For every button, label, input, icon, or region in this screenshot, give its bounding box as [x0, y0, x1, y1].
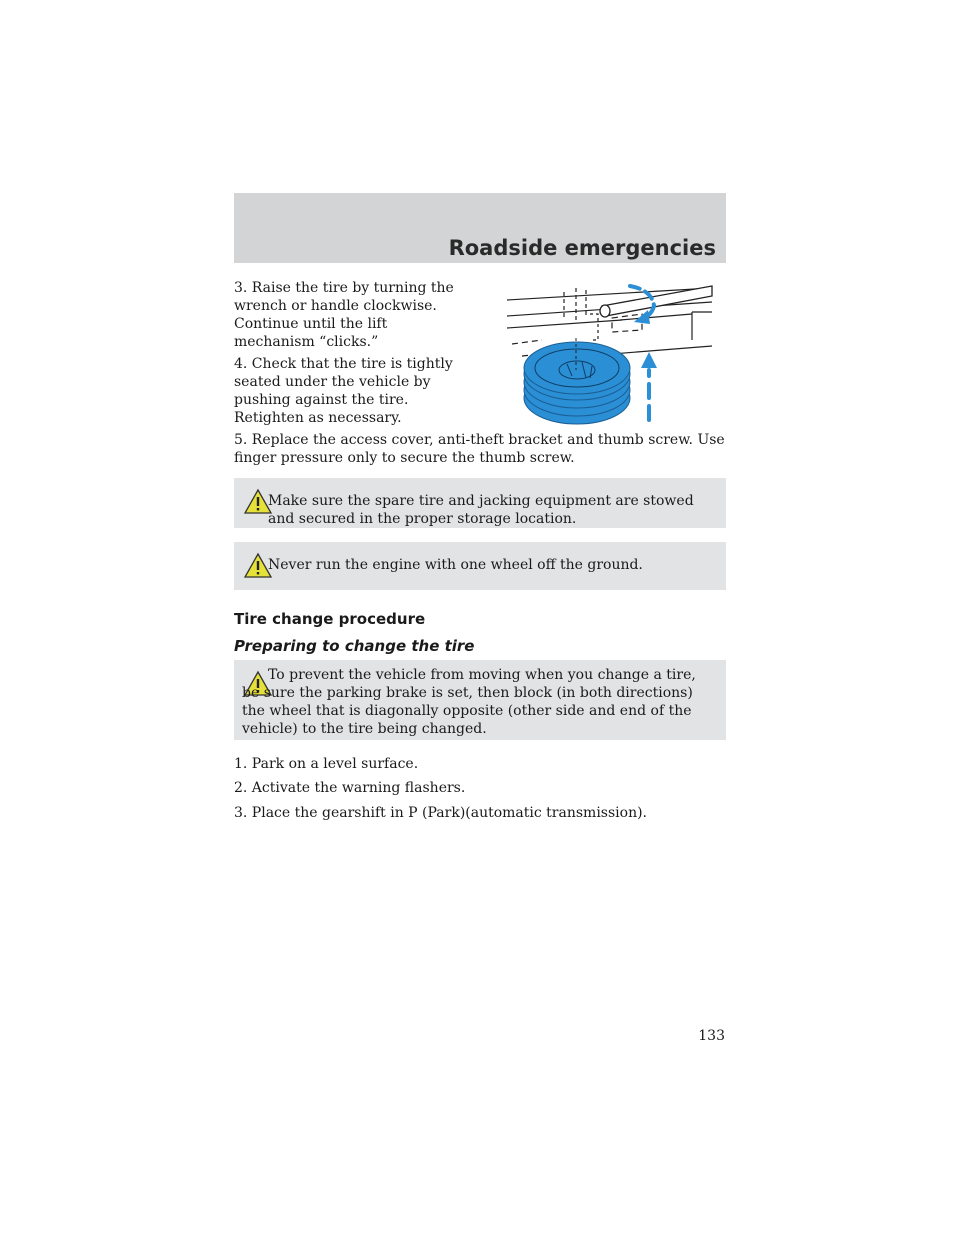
warning-text-engine: Never run the engine with one wheel off the ground. [268, 557, 643, 573]
warning-box-parking-brake [234, 660, 726, 740]
prep-step-1: 1. Park on a level surface. [234, 756, 419, 772]
prep-step-2: 2. Activate the warning flashers. [234, 780, 466, 796]
section-heading: Tire change procedure [234, 610, 426, 628]
section-subheading: Preparing to change the tire [234, 637, 475, 655]
warning-box-stowage [234, 478, 726, 528]
step-3-text: 3. Raise the tire by turning the wrench or handle clockwise. Continue until the lift mechanism “clicks.” [234, 280, 454, 350]
step-5-text-content: 5. Replace the access cover, anti-theft bracket and thumb screw. Use finger pressure only to secure the thumb screw. [234, 432, 725, 466]
warning-box-engine [234, 542, 726, 590]
chapter-title: Roadside emergencies [448, 236, 716, 260]
chapter-header-band [234, 193, 726, 263]
page-number: 133 [698, 1028, 725, 1044]
step-5-text [234, 431, 726, 467]
warning-text-stowage: Make sure the spare tire and jacking equipment are stowed and secured in the proper storage location. [268, 493, 694, 527]
step-4-text: 4. Check that the tire is tightly seated under the vehicle by pushing against the tire. Retighten as necessary. [234, 356, 453, 426]
spare-tire-illustration [502, 278, 716, 426]
warning-text-parking-brake: To prevent the vehicle from moving when you change a tire, be sure the parking brake is set, then block (in both directions) the wheel that is diagonally opposite (other side and end of the vehicle) to the tire being changed. [242, 667, 696, 737]
prep-step-3: 3. Place the gearshift in P (Park)(automatic transmission). [234, 805, 647, 821]
